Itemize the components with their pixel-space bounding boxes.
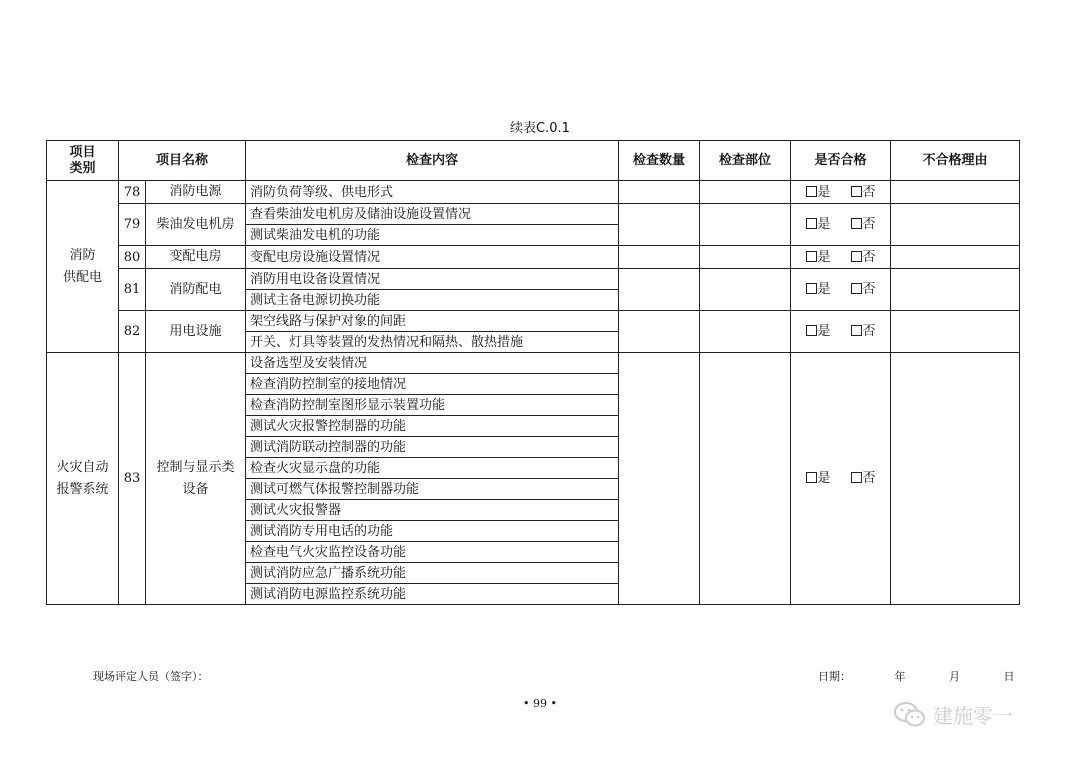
checkbox-icon[interactable] [806,283,817,294]
no-option[interactable] [851,250,876,265]
yes-option[interactable] [806,185,831,200]
no-label: 否 [862,324,876,339]
checkbox-icon[interactable] [806,186,817,197]
yes-label: 是 [817,471,831,486]
pass-cell [791,246,891,269]
item-number: 79 [119,204,146,246]
checkbox-icon[interactable] [851,472,862,483]
no-label: 否 [862,217,876,232]
quantity-cell[interactable] [619,311,700,353]
yes-option[interactable] [806,217,831,232]
table-body [47,181,1020,605]
quantity-cell[interactable] [619,181,700,204]
signer-label: 现场评定人员（签字）： [93,670,209,683]
check-content: 测试消防电源监控系统功能 [246,584,619,605]
quantity-cell[interactable] [619,246,700,269]
check-content: 变配电房设施设置情况 [246,246,619,269]
yes-label: 是 [817,184,831,200]
checkbox-icon[interactable] [851,283,862,294]
check-content: 检查消防控制室图形显示装置功能 [246,395,619,416]
yes-option[interactable] [806,250,831,265]
item-number: 82 [119,311,146,353]
pass-cell [791,269,891,311]
header-pass: 是否合格 [791,141,891,181]
reason-cell[interactable] [891,181,1020,204]
check-content: 检查火灾显示盘的功能 [246,458,619,479]
yes-label: 是 [817,217,831,232]
item-name: 变配电房 [146,246,246,269]
header-quantity: 检查数量 [619,141,700,181]
check-content: 测试主备电源切换功能 [246,290,619,311]
wechat-icon [893,701,927,729]
checkbox-icon[interactable] [851,251,862,262]
check-content: 开关、灯具等装置的发热情况和隔热、散热措施 [246,332,619,353]
table-row [47,353,1020,374]
check-content: 测试消防专用电话的功能 [246,521,619,542]
date-field [818,668,1055,684]
check-content: 检查电气火灾监控设备功能 [246,542,619,563]
checkbox-icon[interactable] [851,325,862,336]
checkbox-icon[interactable] [806,472,817,483]
checkbox-icon[interactable] [806,325,817,336]
header-location: 检查部位 [700,141,791,181]
item-name: 用电设施 [146,311,246,353]
table-row [47,269,1020,290]
reason-cell[interactable] [891,204,1020,246]
item-number: 83 [119,353,146,605]
item-number: 80 [119,246,146,269]
reason-cell[interactable] [891,269,1020,311]
checkbox-icon[interactable] [851,218,862,229]
check-content: 测试消防联动控制器的功能 [246,437,619,458]
day-label: 日 [1003,670,1015,683]
month-label: 月 [949,670,960,683]
checkbox-icon[interactable] [851,186,862,197]
header-name: 项目名称 [119,141,246,181]
location-cell[interactable] [700,181,791,204]
check-content: 消防负荷等级、供电形式 [246,181,619,204]
check-content: 消防用电设备设置情况 [246,269,619,290]
pass-cell [791,181,891,204]
check-content: 检查消防控制室的接地情况 [246,374,619,395]
no-label: 否 [862,471,876,486]
check-content: 查看柴油发电机房及储油设施设置情况 [246,204,619,225]
no-label: 否 [862,184,876,200]
yes-option[interactable] [806,324,831,339]
table-row [47,204,1020,225]
no-label: 否 [862,282,876,297]
reason-cell[interactable] [891,246,1020,269]
check-content: 测试消防应急广播系统功能 [246,563,619,584]
check-content: 测试可燃气体报警控制器功能 [246,479,619,500]
no-option[interactable] [851,217,876,232]
location-cell[interactable] [700,269,791,311]
table-row [47,311,1020,332]
no-option[interactable] [851,324,876,339]
checkbox-icon[interactable] [806,251,817,262]
item-name: 控制与显示类 设备 [146,353,246,605]
category-cell: 火灾自动 报警系统 [47,353,119,605]
table-row [47,181,1020,204]
item-number: 81 [119,269,146,311]
reason-cell[interactable] [891,353,1020,605]
quantity-cell[interactable] [619,353,700,605]
yes-option[interactable] [806,471,831,486]
table-row [47,246,1020,269]
location-cell[interactable] [700,246,791,269]
item-number: 78 [119,181,146,204]
pass-cell [791,311,891,353]
check-content: 测试火灾报警控制器的功能 [246,416,619,437]
reason-cell[interactable] [891,311,1020,353]
category-cell: 消防 供配电 [47,181,119,353]
checkbox-icon[interactable] [806,218,817,229]
no-option[interactable] [851,282,876,297]
table-caption: 续表C.0.1 [510,121,570,136]
year-label: 年 [894,670,906,683]
yes-option[interactable] [806,282,831,297]
page-number: • 99 • [523,697,557,710]
location-cell[interactable] [700,353,791,605]
yes-label: 是 [817,249,831,265]
inspection-table [46,140,1020,605]
check-content: 测试火灾报警器 [246,500,619,521]
yes-label: 是 [817,282,831,297]
no-label: 否 [862,249,876,265]
item-name: 消防电源 [146,181,246,204]
item-name: 消防配电 [146,269,246,311]
location-cell[interactable] [700,204,791,246]
check-content: 架空线路与保护对象的间距 [246,311,619,332]
location-cell[interactable] [700,311,791,353]
yes-label: 是 [817,324,831,339]
pass-cell [791,353,891,605]
item-name: 柴油发电机房 [146,204,246,246]
check-content: 测试柴油发电机的功能 [246,225,619,246]
check-content: 设备选型及安装情况 [246,353,619,374]
watermark [893,700,1013,729]
pass-cell [791,204,891,246]
date-label: 日期： [818,670,851,683]
quantity-cell[interactable] [619,269,700,311]
quantity-cell[interactable] [619,204,700,246]
no-option[interactable] [851,471,876,486]
header-category: 项目 类别 [47,141,119,181]
header-content: 检查内容 [246,141,619,181]
header-reason: 不合格理由 [891,141,1020,181]
no-option[interactable] [851,185,876,200]
watermark-text: 建施零一 [933,704,1013,728]
